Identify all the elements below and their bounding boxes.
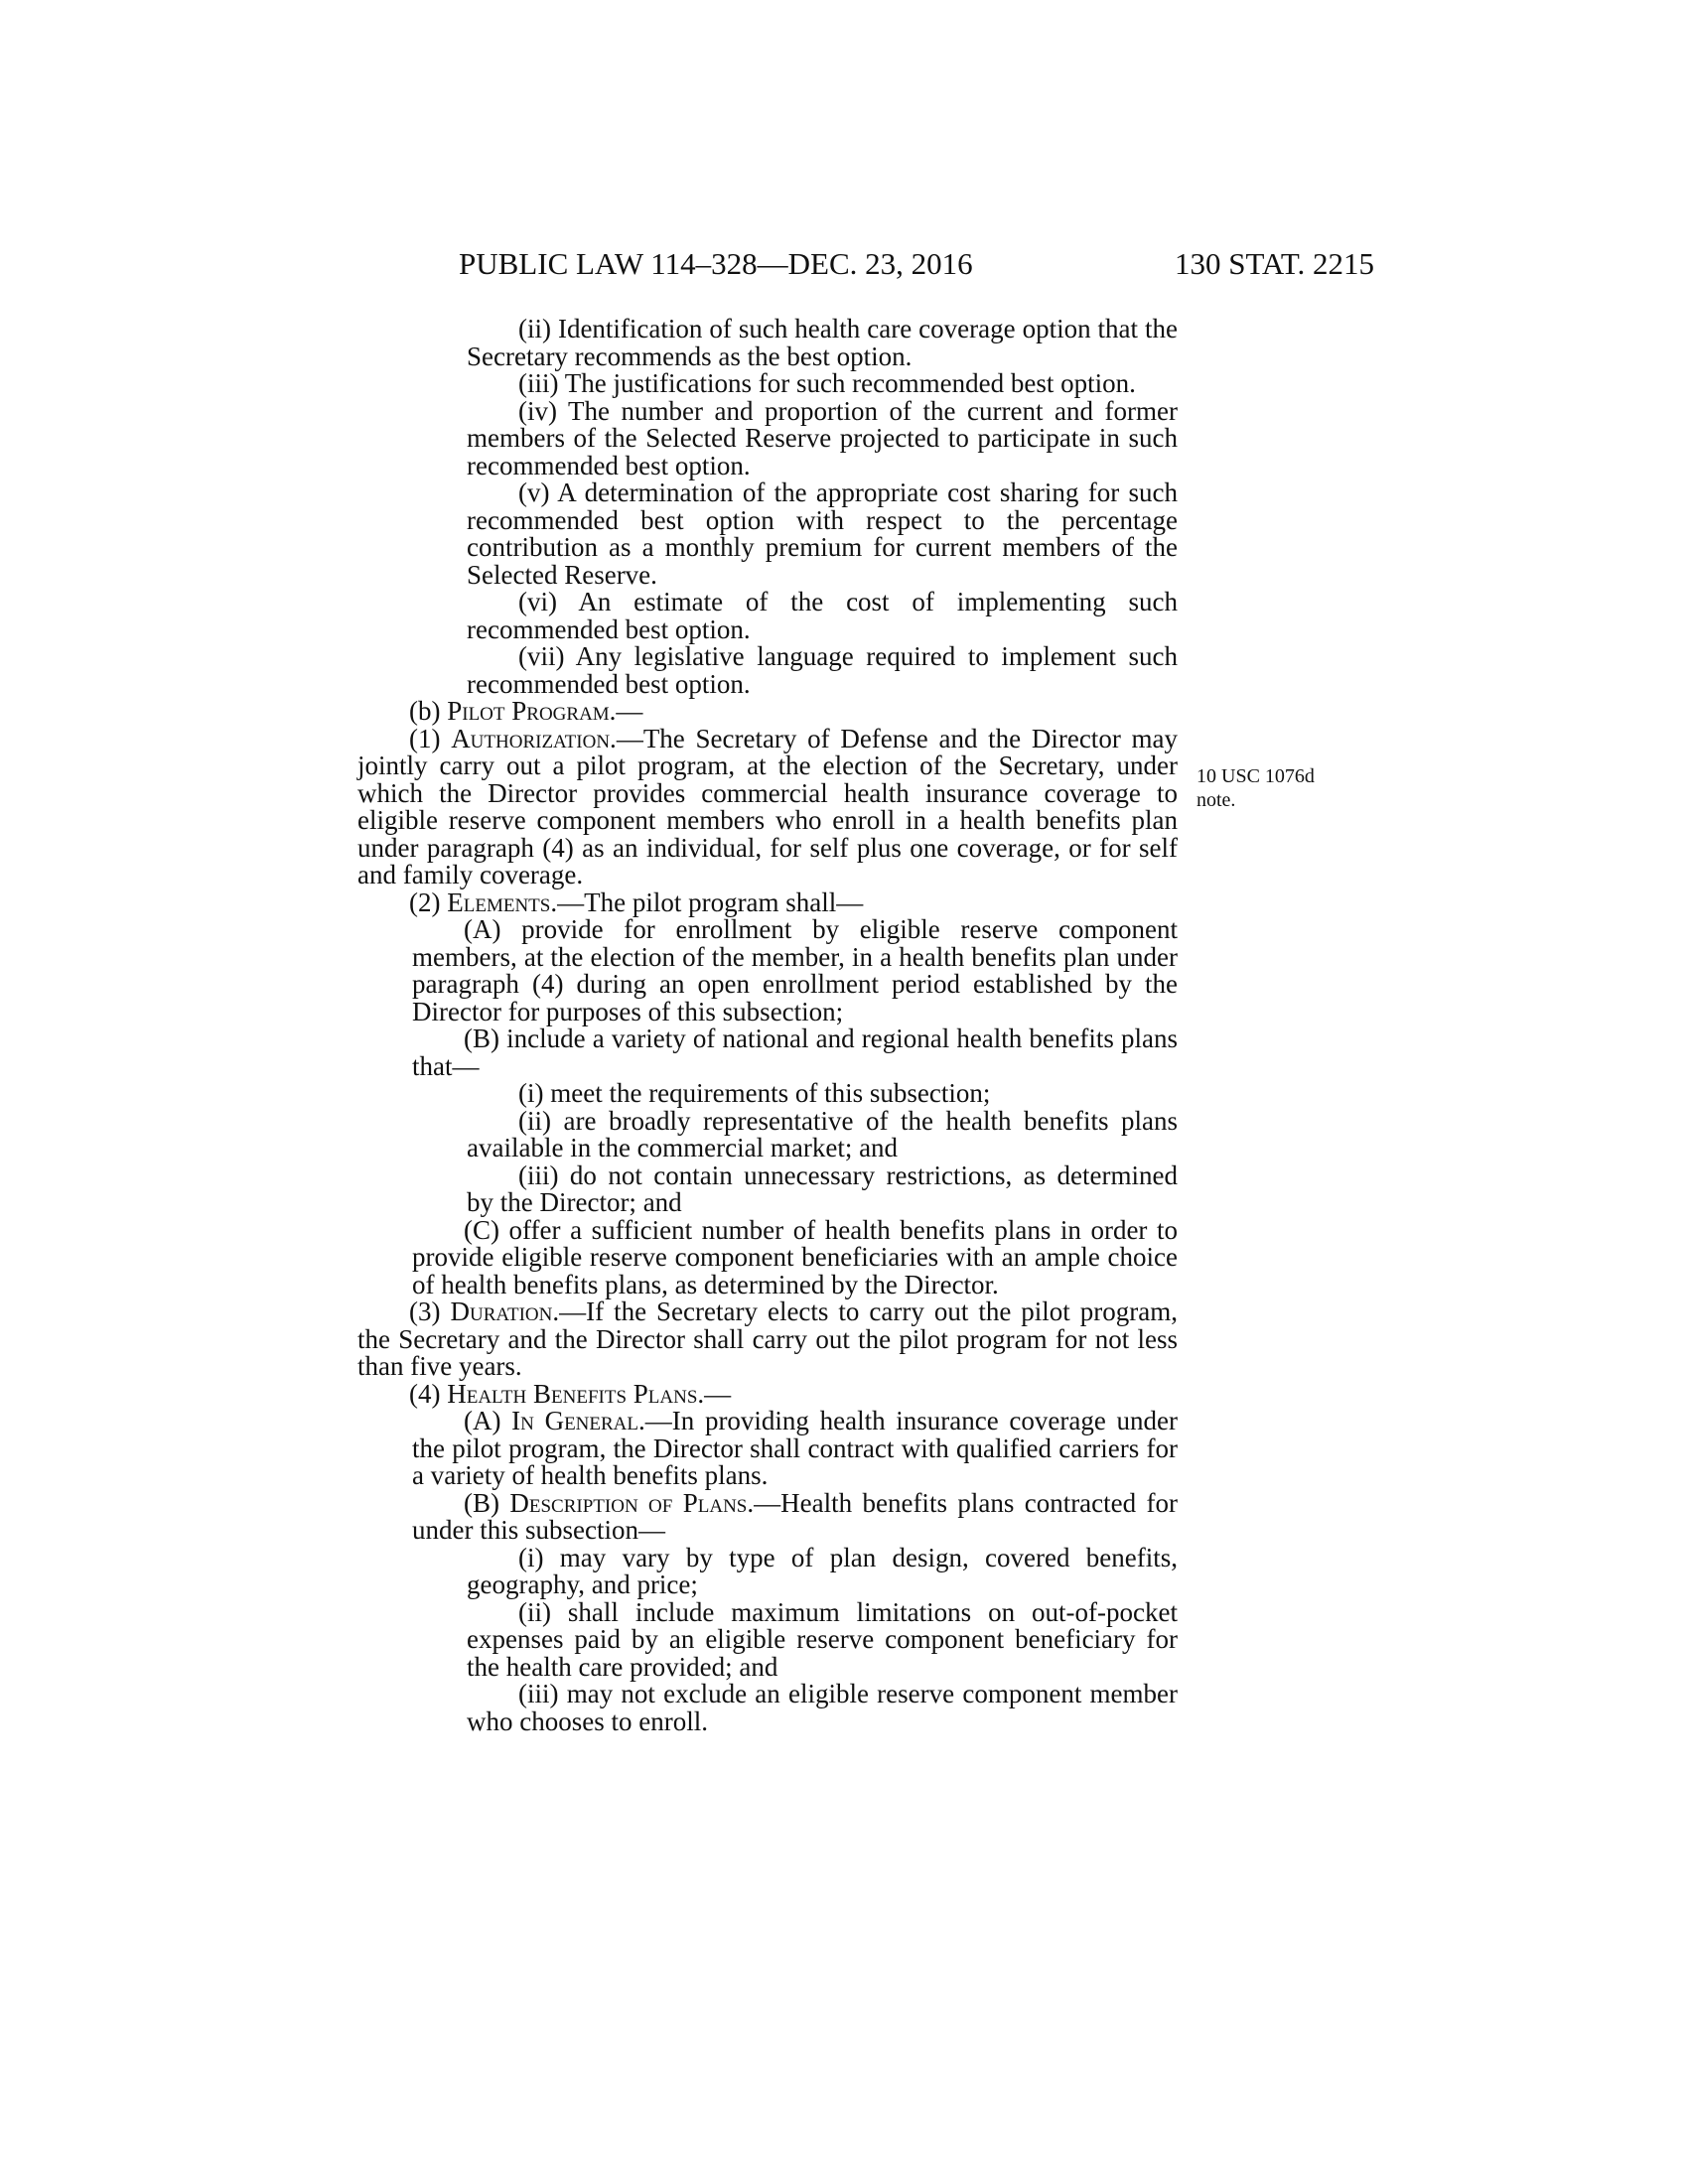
paragraph-4-heading: (4) Health Benefits Plans.— xyxy=(409,1378,732,1409)
duration-heading: Duration. xyxy=(450,1297,560,1326)
subparagraph-B-description: (B) Description of Plans.—Health benefits plans contracted for under this subsection— xyxy=(412,1487,1179,1545)
stat-page-number: 130 STAT. 2215 xyxy=(1174,246,1374,281)
paragraph-3-duration: (3) Duration.—If the Secretary elects to carry out the pilot program, the Secretary and the Director shall carry out the pilot program for not less than five years. xyxy=(357,1297,1178,1381)
subparagraph-C-sufficient-number: (C) offer a sufficient number of health benefits plans in order to provide eligible reserve component beneficiaries with an ample choice of health benefits plans, as determined by the Director. xyxy=(412,1214,1178,1299)
public-law-title: PUBLIC LAW 114–328—DEC. 23, 2016 xyxy=(459,246,973,281)
clause-vi-estimate: (vi) An estimate of the cost of implementing such recommended best option. xyxy=(467,587,1178,644)
margin-note xyxy=(1196,764,1355,812)
clause-iv-number-proportion: (iv) The number and proportion of the current and former members of the Selected Reserve projected to participate in such recommended best option. xyxy=(467,395,1178,480)
clause-iii-may-not-exclude: (iii) may not exclude an eligible reserve component member who chooses to enroll. xyxy=(467,1679,1178,1736)
clause-iii-justifications: (iii) The justifications for such recommended best option. xyxy=(518,368,1136,398)
clause-v-cost-sharing: (v) A determination of the appropriate cost sharing for such recommended best option with respect to the percentage contribution as a monthly premium for current members of the Selected Reserve. xyxy=(467,478,1178,590)
clause-ii-representative: (ii) are broadly representative of the health benefits plans available in the commercial market; and xyxy=(467,1105,1178,1162)
in-general-heading: In General. xyxy=(511,1406,645,1435)
clause-iii-restrictions: (iii) do not contain unnecessary restrictions, as determined by the Director; and xyxy=(467,1160,1178,1217)
subparagraph-B-variety: (B) include a variety of national and regional health benefits plans that— xyxy=(412,1024,1178,1081)
elements-heading: Elements. xyxy=(447,887,558,917)
clause-ii-identification: (ii) Identification of such health care coverage option that the Secretary recommends as the best option. xyxy=(467,314,1178,371)
clause-i-requirements: (i) meet the requirements of this subsection; xyxy=(518,1078,991,1108)
document-body xyxy=(357,316,1178,1735)
paragraph-2-elements: (2) Elements.—The pilot program shall— xyxy=(409,887,864,917)
description-of-plans-heading: Description of Plans. xyxy=(509,1487,755,1518)
page-header xyxy=(459,244,1374,284)
clause-ii-maximum-limitations: (ii) shall include maximum limitations on out-of-pocket expenses paid by an eligible reserve component beneficiary for the health care provided; and xyxy=(467,1596,1178,1682)
clause-i-plan-design: (i) may vary by type of plan design, covered benefits, geography, and price; xyxy=(467,1542,1178,1599)
subparagraph-A-enrollment: (A) provide for enrollment by eligible reserve component members, at the election of the member, in a health benefits plan under paragraph (4) during an open enrollment period established by the Director for purposes of this subsection; xyxy=(412,914,1178,1026)
health-benefits-plans-heading: Health Benefits Plans.— xyxy=(447,1378,732,1409)
subsection-b-heading: (b) Pilot Program.— xyxy=(409,696,643,726)
usc-note-label: note. xyxy=(1196,789,1236,811)
paragraph-1-authorization: (1) Authorization.—The Secretary of Defense and the Director may jointly carry out a pilot program, at the election of the Secretary, under which the Director provides commercial health insurance coverage to eligible reserve component members who enroll in a health benefits plan under paragraph (4) as an individual, for self plus one coverage, or for self and family coverage. xyxy=(357,723,1178,889)
clause-vii-legislative-language: (vii) Any legislative language required to implement such recommended best option. xyxy=(467,641,1178,699)
usc-citation: 10 USC 1076d xyxy=(1196,765,1315,787)
subparagraph-A-in-general: (A) In General.—In providing health insurance coverage under the pilot program, the Director shall contract with qualified carriers for a variety of health benefits plans. xyxy=(412,1406,1179,1490)
pilot-program-heading: Pilot Program.— xyxy=(447,696,643,726)
authorization-heading: Authorization. xyxy=(451,723,617,753)
